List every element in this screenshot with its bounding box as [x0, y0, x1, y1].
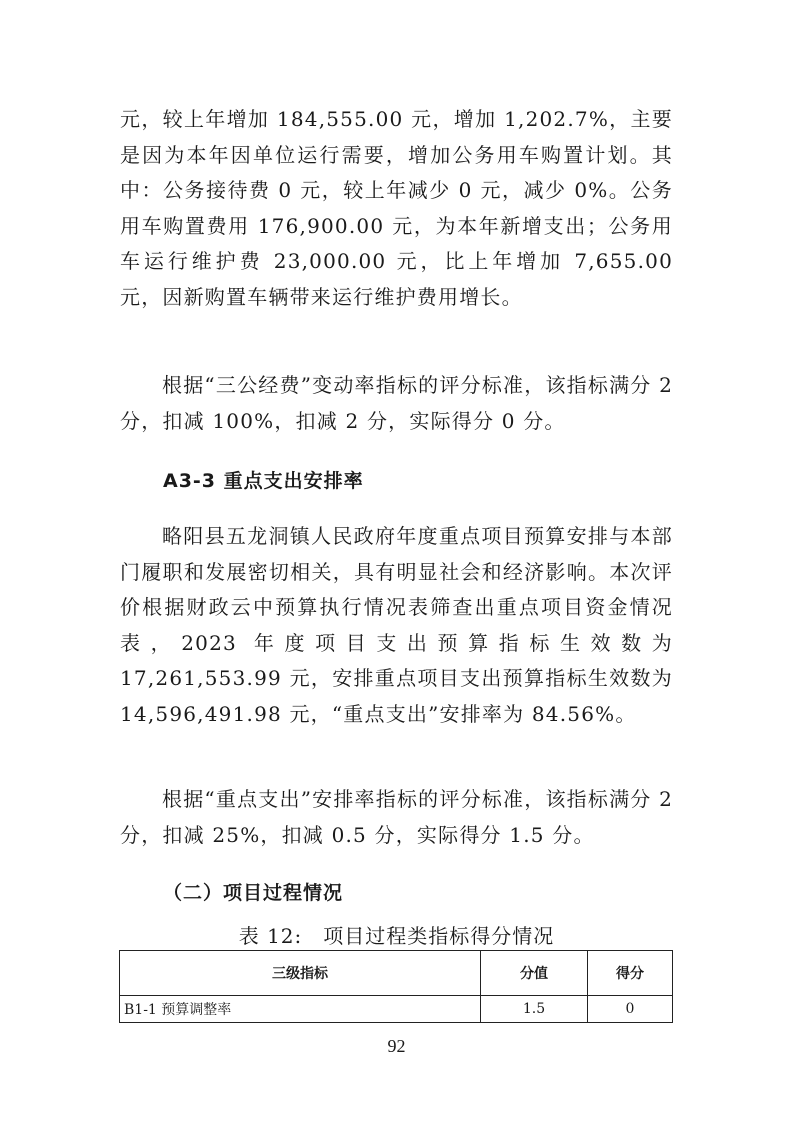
paragraph-three-public-expenses: 元，较上年增加 184,555.00 元，增加 1,202.7%，主要是因为本年因单位运行需要，增加公务用车购置计划。其中：公务接待费 0 元，较上年减少 0 元，减少 0%。公务用车购置费用 176,900.00 元，为本年新增支出；公务用车运行维护费 23,000.00 元，比上年增加 7,655.00 元，因新购置车辆带来运行维护费用增长。 — [120, 107, 673, 309]
paragraph-key-expenditure: 略阳县五龙洞镇人民政府年度重点项目预算安排与本部门履职和发展密切相关，具有明显社会和经济影响。本次评价根据财政云中预算执行情况表筛查出重点项目资金情况表，2023 年度项目支出预算指标生效数为 17,261,553.99 元，安排重点项目支出预算指标生效数为 14,596,491.98 元，“重点支出”安排率为 84.56%。 — [120, 524, 673, 726]
header-indicator: 三级指标 — [120, 951, 481, 996]
table-row — [120, 996, 673, 1023]
subsection-heading-project-process: （二）项目过程情况 — [163, 882, 344, 904]
header-value: 分值 — [481, 951, 588, 996]
paragraph-key-expenditure-scoring: 根据“重点支出”安排率指标的评分标准，该指标满分 2 分，扣减 25%，扣减 0.5 分，实际得分 1.5 分。 — [120, 787, 673, 847]
section-heading-key-expenditure: A3-3 重点支出安排率 — [163, 470, 364, 492]
table-header-row — [120, 951, 673, 996]
page-number: 92 — [387, 1036, 406, 1056]
paragraph-three-public-scoring: 根据“三公经费”变动率指标的评分标准，该指标满分 2 分，扣减 100%，扣减 2 分，实际得分 0 分。 — [120, 373, 673, 433]
score-table — [119, 950, 673, 1023]
cell-indicator: B1-1 预算调整率 — [120, 996, 481, 1023]
table-caption: 表 12: 项目过程类指标得分情况 — [238, 924, 555, 948]
cell-value: 1.5 — [481, 996, 588, 1023]
cell-score: 0 — [588, 996, 673, 1023]
header-score: 得分 — [588, 951, 673, 996]
